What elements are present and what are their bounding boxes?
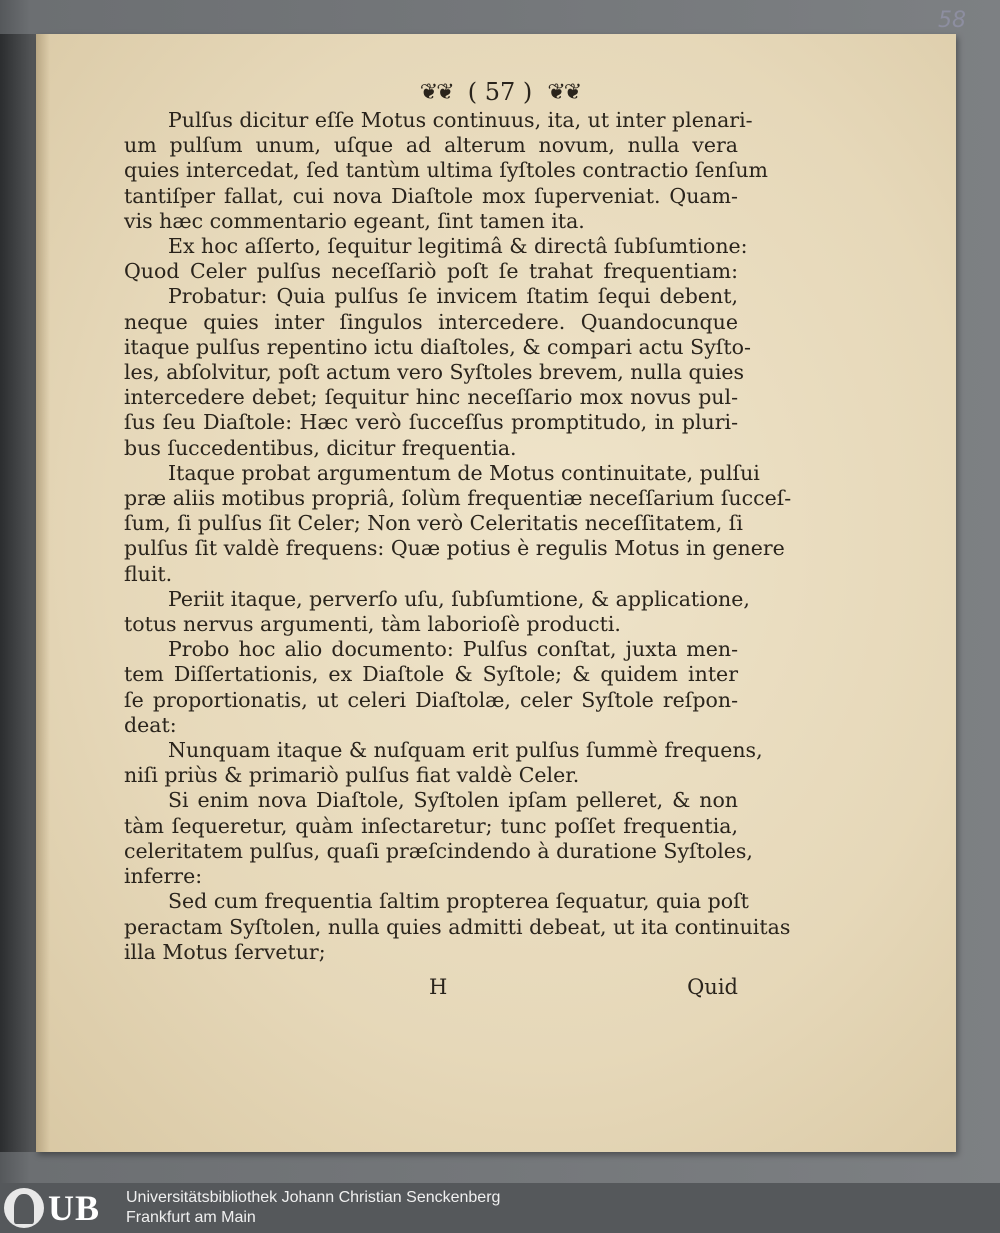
ornament-right-icon: ❦❦: [547, 79, 581, 105]
text-line: fluit.: [124, 561, 173, 586]
text-line: Periit itaque, perverſo uſu, ſubſumtione, & applicatione,: [168, 586, 750, 611]
text-line: illa Motus ſervetur;: [124, 939, 326, 964]
text-line: præ aliis motibus propriâ, ſolùm frequentiæ neceſſarium ſucceſ-: [124, 486, 792, 511]
text-line: itaque pulſus repentino ictu diaſtoles, & compari actu Syſto-: [124, 334, 751, 359]
text-line: pulſus ſit valdè frequens: Quæ potius è regulis Motus in genere: [124, 536, 785, 561]
body-text: [124, 108, 792, 965]
logo-text: UB: [48, 1188, 101, 1228]
text-line: ſe proportionatis, ut celeri Diaſtolæ, celer Syſtole reſpon-: [124, 687, 738, 712]
text-line: neque quies inter ſingulos intercedere. Quandocunque: [124, 309, 738, 334]
text-line: inferre:: [124, 864, 203, 889]
text-line: peractam Syſtolen, nulla quies admitti debeat, ut ita continuitas: [124, 914, 791, 939]
portrait-seal-icon: [4, 1188, 44, 1228]
text-line: Quod Celer pulſus neceſſariò poſt ſe trahat frequentiam:: [124, 259, 738, 284]
text-line: bus ſuccedentibus, dicitur frequentia.: [124, 435, 517, 460]
institution-name: [126, 1188, 500, 1228]
text-line: tantiſper fallat, cui nova Diaſtole mox ſuperveniat. Quam-: [124, 183, 738, 208]
text-line: Ex hoc aſſerto, ſequitur legitimâ & directâ ſubſumtione:: [168, 234, 748, 259]
text-line: totus nervus argumenti, tàm laborioſè producti.: [124, 612, 621, 637]
page-header: [0, 78, 1000, 106]
institution-line-2: Frankfurt am Main: [126, 1209, 256, 1226]
text-line: quies intercedat, ſed tantùm ultima ſyſtoles contractio ſenſum: [124, 158, 768, 183]
text-line: Pulſus dicitur eſſe Motus continuus, ita, ut inter plenari-: [168, 108, 753, 132]
institution-line-1: Universitätsbibliothek Johann Christian Senckenberg: [126, 1189, 501, 1206]
catchword: Quid: [687, 975, 738, 999]
text-line: vis hæc commentario egeant, ſint tamen ita.: [124, 208, 585, 233]
text-line: ſus ſeu Diaſtole: Hæc verò ſucceſſus promptitudo, in pluri-: [124, 410, 738, 435]
text-line: ſum, ſi pulſus ſit Celer; Non verò Celeritatis neceſſitatem, ſi: [124, 511, 743, 536]
text-line: niſi priùs & primariò pulſus fiat valdè Celer.: [124, 763, 580, 788]
text-line: Probo hoc alio documento: Pulſus conſtat, juxta men-: [168, 637, 738, 662]
text-line: les, abſolvitur, poſt actum vero Syſtoles brevem, nulla quies: [124, 360, 745, 385]
text-line: Si enim nova Diaſtole, Syſtolen ipſam pelleret, & non: [168, 788, 738, 813]
signature-mark: H: [429, 975, 448, 999]
text-line: um pulſum unum, uſque ad alterum novum, nulla vera: [124, 133, 738, 158]
library-logo[interactable]: [4, 1187, 116, 1229]
text-line: Sed cum frequentia ſaltim propterea ſequatur, quia poſt: [168, 889, 749, 914]
archive-page-number: 58: [938, 8, 966, 33]
text-line: Nunquam itaque & nuſquam erit pulſus ſummè frequens,: [168, 738, 763, 763]
text-line: tem Diſſertationis, ex Diaſtole & Syſtole; & quidem inter: [124, 662, 738, 687]
book-spine: [0, 34, 38, 1152]
page-number: ( 57 ): [467, 78, 533, 106]
text-line: celeritatem pulſus, quaſi præſcindendo à duratione Syſtoles,: [124, 838, 753, 863]
text-line: deat:: [124, 712, 177, 737]
page-edge-shadow: [36, 34, 50, 1152]
text-line: intercedere debet; ſequitur hinc neceſſario mox novus pul-: [124, 385, 738, 410]
library-footer: [0, 1183, 1000, 1233]
text-line: Probatur: Quia pulſus ſe invicem ſtatim ſequi debent,: [168, 284, 738, 309]
ornament-left-icon: ❦❦: [419, 79, 453, 105]
text-line: Itaque probat argumentum de Motus continuitate, pulſui: [168, 460, 760, 485]
text-line: tàm ſequeretur, quàm inſectaretur; tunc poſſet frequentia,: [124, 813, 738, 838]
